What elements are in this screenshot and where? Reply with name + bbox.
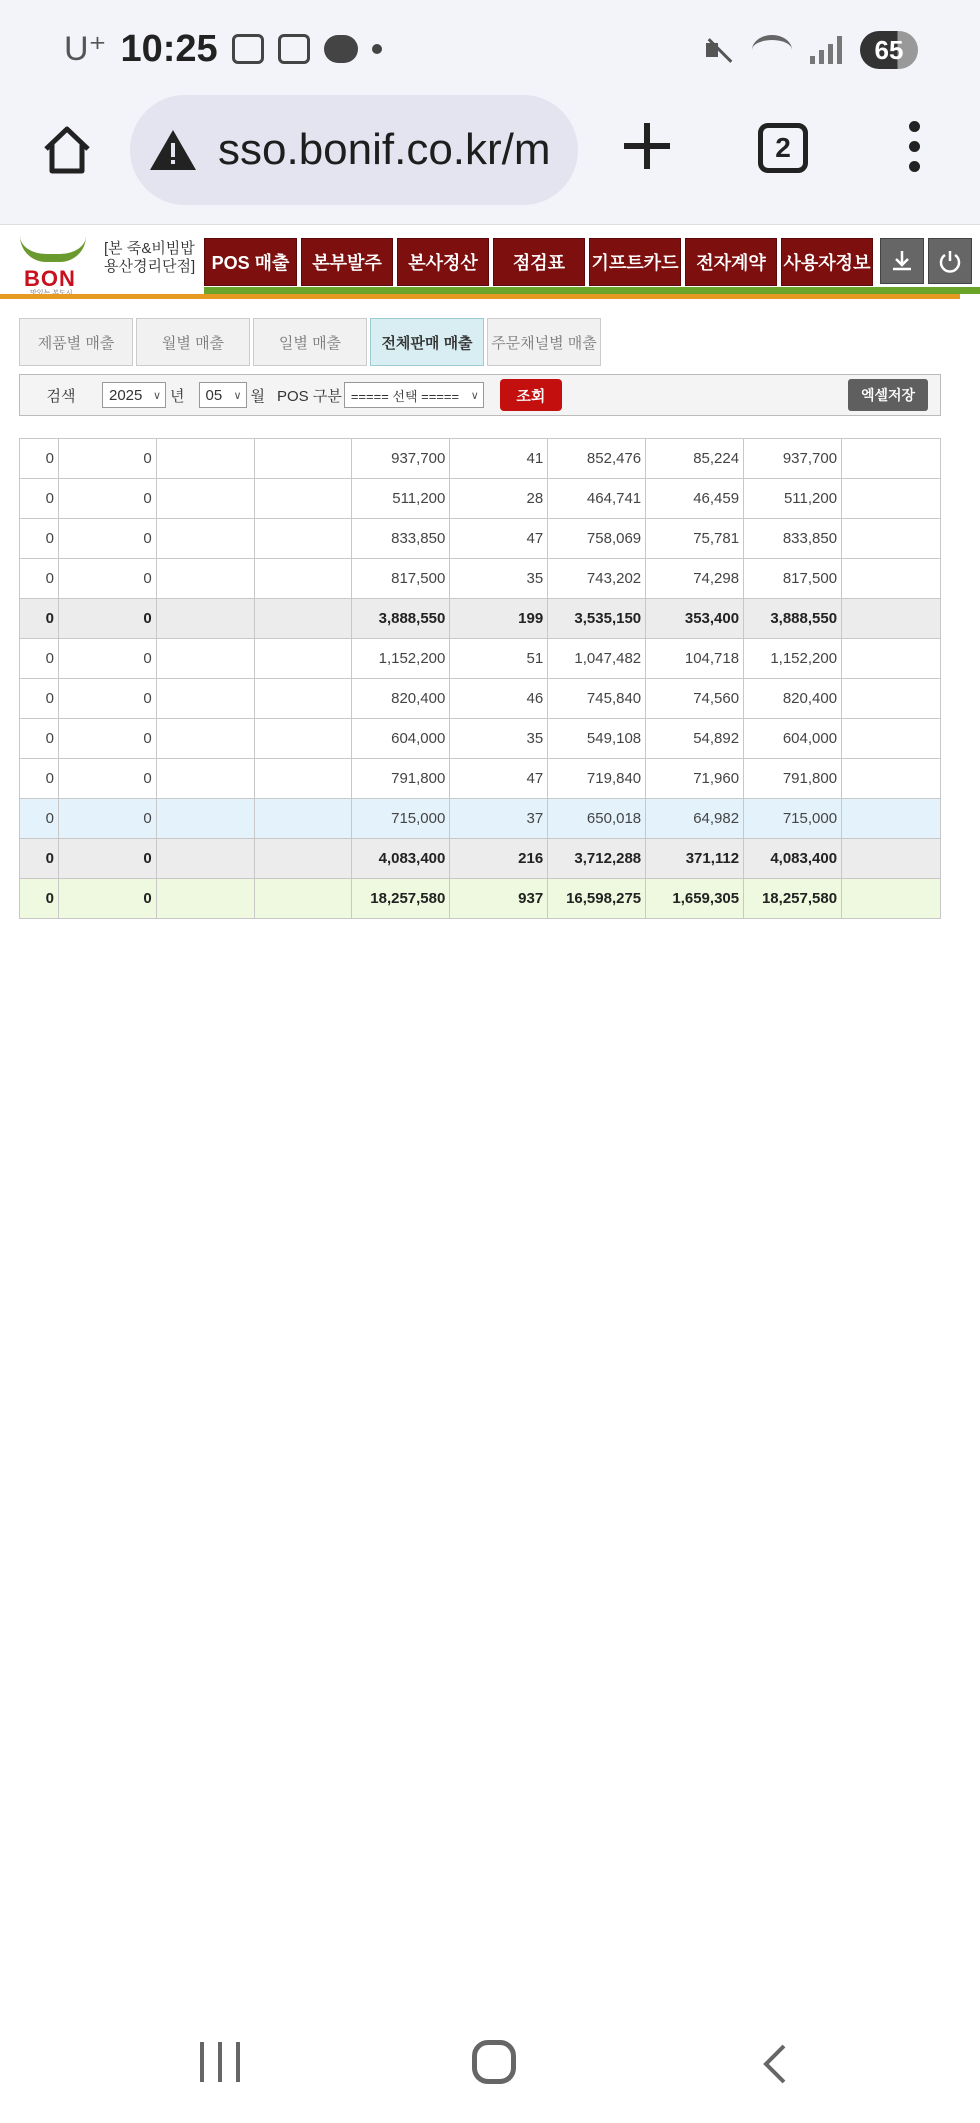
excel-export-button[interactable]: 엑셀저장 <box>848 379 928 411</box>
table-cell: 0 <box>20 719 59 759</box>
table-cell: 719,840 <box>548 759 646 799</box>
table-cell <box>842 839 941 879</box>
table-cell: 28 <box>450 479 548 519</box>
table-subtotal-row <box>20 839 941 879</box>
table-cell: 791,800 <box>744 759 842 799</box>
nav-e-contract[interactable]: 전자계약 <box>685 238 777 286</box>
new-tab-button[interactable] <box>622 121 672 171</box>
table-cell <box>254 439 352 479</box>
table-cell: 511,200 <box>352 479 450 519</box>
tab-monthly-sales[interactable]: 월별 매출 <box>136 318 250 366</box>
pos-select-value: ===== 선택 ===== <box>350 388 460 404</box>
chevron-down-icon: ∨ <box>233 389 242 402</box>
table-cell: 47 <box>450 759 548 799</box>
table-cell: 71,960 <box>646 759 744 799</box>
table-cell: 833,850 <box>744 519 842 559</box>
sales-subtabs <box>19 318 601 366</box>
table-cell: 464,741 <box>548 479 646 519</box>
table-cell: 4,083,400 <box>352 839 450 879</box>
table-cell: 46 <box>450 679 548 719</box>
header-green-strip <box>204 287 980 294</box>
table-cell: 3,712,288 <box>548 839 646 879</box>
table-cell <box>156 679 254 719</box>
back-icon <box>760 2042 790 2086</box>
table-cell <box>156 639 254 679</box>
more-menu-button[interactable] <box>904 121 924 173</box>
logout-button[interactable] <box>928 238 972 284</box>
table-row <box>20 639 941 679</box>
notification-dot-icon <box>372 44 382 54</box>
table-cell: 650,018 <box>548 799 646 839</box>
query-button[interactable]: 조회 <box>500 379 562 411</box>
table-cell <box>254 679 352 719</box>
table-cell: 0 <box>58 759 156 799</box>
table-row <box>20 679 941 719</box>
tab-channel-sales[interactable]: 주문채널별 매출 <box>487 318 601 366</box>
table-cell: 35 <box>450 719 548 759</box>
chevron-down-icon: ∨ <box>152 389 161 402</box>
table-cell <box>842 639 941 679</box>
table-cell: 1,152,200 <box>744 639 842 679</box>
table-cell: 54,892 <box>646 719 744 759</box>
table-cell: 0 <box>58 479 156 519</box>
main-nav <box>204 238 873 286</box>
chevron-down-icon: ∨ <box>470 389 479 402</box>
table-cell <box>842 439 941 479</box>
table-cell: 371,112 <box>646 839 744 879</box>
table-cell: 0 <box>20 439 59 479</box>
nav-hq-order[interactable]: 본부발주 <box>301 238 393 286</box>
table-cell <box>156 439 254 479</box>
wifi-icon <box>752 35 792 65</box>
table-cell: 0 <box>20 759 59 799</box>
table-cell: 18,257,580 <box>744 879 842 919</box>
nav-pos-sales[interactable]: POS 매출 <box>204 238 297 286</box>
home-button[interactable] <box>40 123 94 177</box>
table-cell <box>842 799 941 839</box>
table-cell: 0 <box>20 519 59 559</box>
download-button[interactable] <box>880 238 924 284</box>
battery-indicator: 65 <box>860 31 918 69</box>
recent-apps-button[interactable] <box>200 2042 240 2082</box>
home-icon <box>40 123 94 177</box>
table-cell: 85,224 <box>646 439 744 479</box>
table-cell: 4,083,400 <box>744 839 842 879</box>
table-cell: 3,888,550 <box>744 599 842 639</box>
site-header <box>0 226 980 304</box>
table-row <box>20 519 941 559</box>
table-cell: 64,982 <box>646 799 744 839</box>
table-cell <box>156 479 254 519</box>
table-cell: 0 <box>20 679 59 719</box>
status-bar <box>0 0 980 95</box>
table-cell: 37 <box>450 799 548 839</box>
pos-label: POS 구분 <box>277 387 342 405</box>
table-cell <box>842 679 941 719</box>
system-home-button[interactable] <box>472 2040 516 2084</box>
table-cell <box>842 759 941 799</box>
nav-checklist[interactable]: 점검표 <box>493 238 585 286</box>
tab-total-sales[interactable]: 전체판매 매출 <box>370 318 484 366</box>
warning-icon <box>148 128 198 172</box>
table-row <box>20 759 941 799</box>
table-cell <box>254 799 352 839</box>
store-name: [본 죽&비빔밥 용산경리단점] <box>104 240 196 275</box>
table-cell: 18,257,580 <box>352 879 450 919</box>
table-cell: 0 <box>58 679 156 719</box>
table-cell <box>254 639 352 679</box>
table-cell: 852,476 <box>548 439 646 479</box>
table-cell: 104,718 <box>646 639 744 679</box>
table-cell: 817,500 <box>744 559 842 599</box>
back-button[interactable] <box>760 2042 790 2082</box>
header-orange-strip <box>0 294 960 299</box>
logo-text: BON <box>24 266 76 291</box>
signal-icon <box>810 36 842 64</box>
table-cell: 820,400 <box>352 679 450 719</box>
table-cell: 41 <box>450 439 548 479</box>
table-row <box>20 719 941 759</box>
table-cell: 0 <box>20 559 59 599</box>
tab-product-sales[interactable]: 제품별 매출 <box>19 318 133 366</box>
table-cell: 74,298 <box>646 559 744 599</box>
table-cell <box>254 879 352 919</box>
table-cell: 51 <box>450 639 548 679</box>
download-icon <box>889 248 915 274</box>
table-cell <box>254 839 352 879</box>
table-cell <box>254 759 352 799</box>
table-cell <box>254 719 352 759</box>
table-row <box>20 799 941 839</box>
year-value: 2025 <box>109 386 143 404</box>
table-cell: 3,535,150 <box>548 599 646 639</box>
table-cell: 833,850 <box>352 519 450 559</box>
month-value: 05 <box>205 386 223 404</box>
table-cell <box>254 559 352 599</box>
address-bar[interactable] <box>130 95 578 205</box>
table-cell: 0 <box>58 559 156 599</box>
wallet-icon <box>278 34 310 64</box>
table-cell: 817,500 <box>352 559 450 599</box>
sales-table <box>19 438 941 919</box>
table-cell: 937,700 <box>744 439 842 479</box>
table-cell: 0 <box>20 799 59 839</box>
gallery-icon <box>232 34 264 64</box>
nav-hq-settlement[interactable]: 본사정산 <box>397 238 489 286</box>
table-cell: 1,659,305 <box>646 879 744 919</box>
table-cell: 0 <box>58 839 156 879</box>
table-cell: 0 <box>58 599 156 639</box>
logo-swoosh-icon <box>20 236 86 262</box>
table-cell <box>842 599 941 639</box>
table-cell <box>842 519 941 559</box>
tab-daily-sales[interactable]: 일별 매출 <box>253 318 367 366</box>
table-row <box>20 559 941 599</box>
nav-user-info[interactable]: 사용자정보 <box>781 238 873 286</box>
month-unit: 월 <box>250 387 265 405</box>
table-cell: 46,459 <box>646 479 744 519</box>
table-cell: 199 <box>450 599 548 639</box>
tab-switcher-button[interactable]: 2 <box>758 123 808 173</box>
table-cell: 745,840 <box>548 679 646 719</box>
table-cell <box>156 559 254 599</box>
year-select[interactable] <box>102 382 166 408</box>
table-cell: 74,560 <box>646 679 744 719</box>
table-cell <box>156 599 254 639</box>
table-cell: 0 <box>58 719 156 759</box>
table-cell: 0 <box>58 439 156 479</box>
table-cell: 216 <box>450 839 548 879</box>
table-cell: 47 <box>450 519 548 559</box>
mute-icon <box>704 35 734 65</box>
table-cell: 743,202 <box>548 559 646 599</box>
table-cell: 0 <box>20 839 59 879</box>
chat-icon <box>324 35 358 63</box>
table-cell: 35 <box>450 559 548 599</box>
carrier-label: U⁺ <box>64 30 107 68</box>
power-icon <box>937 248 963 274</box>
table-cell: 604,000 <box>352 719 450 759</box>
table-cell <box>254 519 352 559</box>
search-label: 검색 <box>46 387 76 405</box>
table-cell <box>842 719 941 759</box>
table-cell <box>156 719 254 759</box>
table-cell: 0 <box>58 519 156 559</box>
table-cell: 0 <box>20 479 59 519</box>
table-cell: 820,400 <box>744 679 842 719</box>
table-cell <box>156 519 254 559</box>
table-subtotal-row <box>20 599 941 639</box>
table-row <box>20 439 941 479</box>
pos-select[interactable] <box>344 382 484 408</box>
table-cell: 75,781 <box>646 519 744 559</box>
table-cell: 16,598,275 <box>548 879 646 919</box>
month-select[interactable] <box>199 382 247 408</box>
table-cell <box>842 559 941 599</box>
table-cell <box>156 799 254 839</box>
table-cell: 0 <box>58 879 156 919</box>
table-cell: 0 <box>20 639 59 679</box>
table-cell: 715,000 <box>744 799 842 839</box>
table-cell: 937 <box>450 879 548 919</box>
table-cell <box>254 599 352 639</box>
table-cell <box>254 479 352 519</box>
table-cell: 0 <box>58 799 156 839</box>
clock: 10:25 <box>120 27 218 70</box>
nav-gift-card[interactable]: 기프트카드 <box>589 238 681 286</box>
table-cell: 0 <box>58 639 156 679</box>
table-cell: 791,800 <box>352 759 450 799</box>
table-cell: 758,069 <box>548 519 646 559</box>
bon-logo[interactable] <box>14 232 90 294</box>
table-cell: 549,108 <box>548 719 646 759</box>
table-row <box>20 479 941 519</box>
table-cell: 0 <box>20 599 59 639</box>
table-cell: 604,000 <box>744 719 842 759</box>
table-cell: 511,200 <box>744 479 842 519</box>
table-cell: 0 <box>20 879 59 919</box>
year-unit: 년 <box>170 387 185 405</box>
url-text: sso.bonif.co.kr/m <box>218 125 551 174</box>
system-nav-bar <box>0 2010 980 2123</box>
table-cell: 3,888,550 <box>352 599 450 639</box>
table-cell <box>842 479 941 519</box>
table-cell <box>156 879 254 919</box>
browser-toolbar <box>0 95 980 225</box>
search-bar <box>19 374 941 416</box>
table-cell <box>842 879 941 919</box>
table-cell: 937,700 <box>352 439 450 479</box>
table-cell: 353,400 <box>646 599 744 639</box>
table-cell: 1,047,482 <box>548 639 646 679</box>
table-cell: 715,000 <box>352 799 450 839</box>
table-cell: 1,152,200 <box>352 639 450 679</box>
table-cell <box>156 759 254 799</box>
table-total-row <box>20 879 941 919</box>
table-cell <box>156 839 254 879</box>
